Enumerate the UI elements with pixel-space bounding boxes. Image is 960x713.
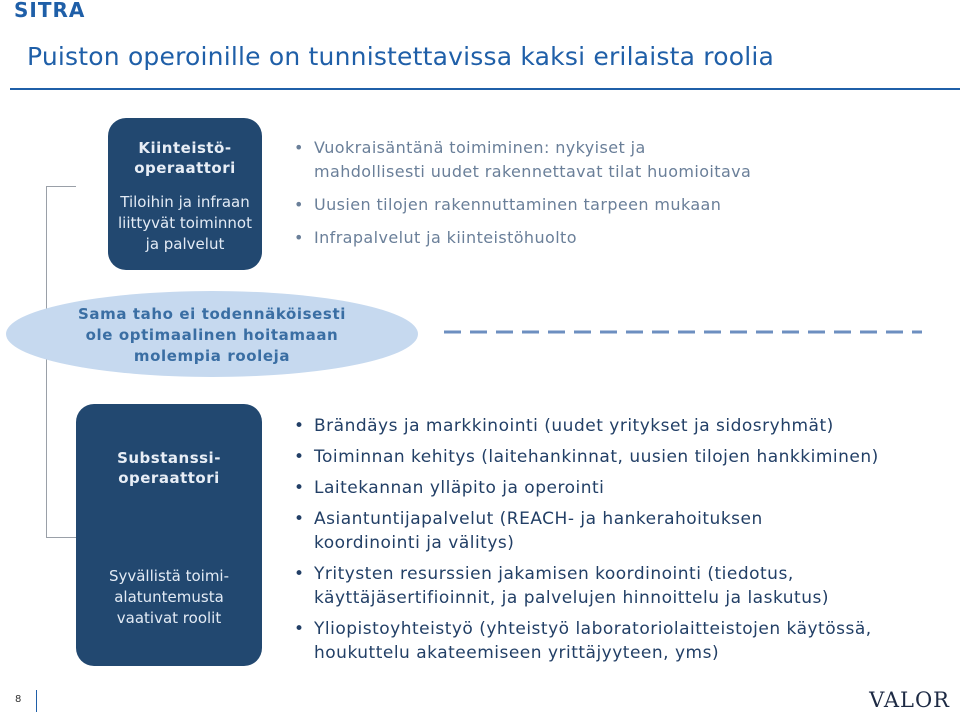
property-operator-bullets <box>294 136 914 259</box>
note-ellipse: Sama taho ei todennäköisesti ole optimaalinen hoitamaan molempia rooleja <box>6 291 418 377</box>
role-name: Kiinteistö- operaattori <box>134 139 236 177</box>
substance-operator-bullets <box>294 414 944 672</box>
list-item: • Asiantuntijapalvelut (REACH- ja hankerahoituksen koordinointi ja välitys) <box>294 507 944 555</box>
page-title: Puiston operoinille on tunnistettavissa kaksi erilaista roolia <box>27 42 775 71</box>
list-item: • Yliopistoyhteistyö (yhteistyö laboratoriolaitteistojen käytössä, houkuttelu akateemiseen yrittäjyyteen, yms) <box>294 617 944 665</box>
svg-text:SITRA: SITRA <box>14 0 86 20</box>
list-item: • Brändäys ja markkinointi (uudet yritykset ja sidosryhmät) <box>294 414 944 438</box>
role-description: Tiloihin ja infraan liittyvät toiminnot ja palvelut <box>118 193 252 253</box>
sitra-logo <box>14 0 100 20</box>
footer-divider <box>36 690 37 712</box>
valor-logo: VALOR <box>869 688 950 712</box>
role-box-property-operator <box>108 118 262 270</box>
dashed-separator <box>444 330 922 334</box>
role-box-substance-operator <box>76 404 262 666</box>
title-underline <box>10 88 960 90</box>
list-item: • Toiminnan kehitys (laitehankinnat, uusien tilojen hankkiminen) <box>294 445 944 469</box>
role-name: Substanssi- operaattori <box>117 449 221 487</box>
list-item: • Laitekannan ylläpito ja operointi <box>294 476 944 500</box>
list-item: • Infrapalvelut ja kiinteistöhuolto <box>294 226 914 250</box>
list-item: • Uusien tilojen rakennuttaminen tarpeen mukaan <box>294 193 914 217</box>
tree-connector-bottom <box>46 537 76 538</box>
role-description: Syvällistä toimi- alatuntemusta vaativat roolit <box>108 567 230 627</box>
page-number: 8 <box>15 694 22 705</box>
list-item: • Vuokraisäntänä toimiminen: nykyiset ja mahdollisesti uudet rakennettavat tilat huomioitava <box>294 136 914 184</box>
list-item: • Yritysten resurssien jakamisen koordinointi (tiedotus, käyttäjäsertifioinnit, ja palvelujen hinnoittelu ja laskutus) <box>294 562 944 610</box>
tree-connector-top <box>46 186 76 187</box>
